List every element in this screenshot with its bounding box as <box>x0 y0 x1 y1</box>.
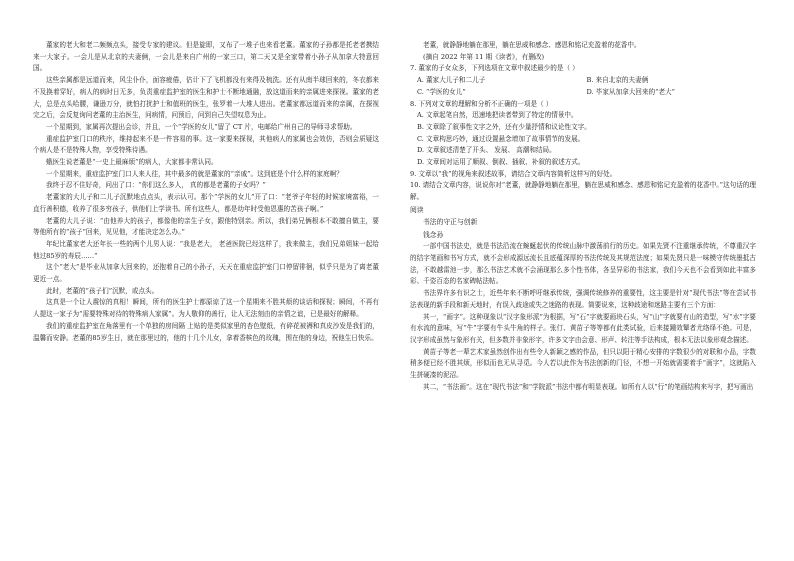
article-paragraph-5: 其二，“书法画”。这在“现代书法”和“学院派”书法中都有明显表现。如所有人以“行”的笔画结构来写字，把写画出 <box>423 382 754 391</box>
story-paragraph-4: 重症监护室门口的秩序，维持起来不是一件容易的事。这一家要来探视，其他病人的家属也会效仿，否则会质疑这个病人是不是特殊人物，享受特殊待遇。 <box>33 134 379 155</box>
story-paragraph-13: 这真是一个让人震惊的真相！瞬间，所有的医生护士都原谅了这一个星期来不胜其烦的谈话和探视；瞬间，不再有人提这一家子为“需要特殊对待的特殊病人家属”。为人敬仰的善行，让人无法刻由的亲情之谊，已是最好的解释。 <box>33 298 379 319</box>
story-paragraph-14: 我们的重症监护室在角落里有一个单独的房间隔 上贴的是类似家里的杏色壁纸，有碎花被褥和真皮沙发是我们的，温馨而安静。老董的85岁生日，就在那里过的，他的十几个儿女，拿着香槟色的玫瑰，围在他的身边，祝他生日快乐。 <box>33 321 379 342</box>
story-paragraph-6: 一个星期来，重症监护室门口人来人往，其中最多的就是董家的“亲戚”。这到底是个什么样的家庭啊？ <box>46 169 343 178</box>
story-paragraph-11: 这个“老大”是毕业从加拿大回来的，还抱着自己的小孙子，天天在重症监护室门口停留徘徊，似乎只是为了离老董更近一点。 <box>33 263 379 284</box>
section-label: 阅读 <box>410 205 424 214</box>
question-8-option-d: D. 文章间对运用了顺叙、倒叙、插叙、补叙的叙述方式。 <box>417 158 585 167</box>
question-7-options-row-2 <box>410 87 756 99</box>
story-paragraph-9: 老董的大儿子说：“由他养大的孩子，都像他的亲生子女，跟他特别亲。所以，我们弟兄俩根本不敢擅自做主，要等他所有的“孩子”回来，见见他，才能决定怎么办。” <box>33 216 379 237</box>
question-8-option-c: C. 文章构思巧妙，通过设置悬念增加了故事情节的发展。 <box>417 134 585 143</box>
question-7-option-b: B. 来自北京的夫妻俩 <box>586 76 649 85</box>
right-column <box>410 40 756 540</box>
article-paragraph-3: 其一，“画字”。这种现象以“汉字象形派”为根据，写“石”字就要画块石头，写“山”字就要有山的造型，写“水”字要有水流的意味，写“牛”字要有牛头牛角的样子。张仃、黄苗子等等都有此类试验，后来接踵效颦者尤络绎不绝。可是，汉字形成虽然与象形有关，但多数并非象形字，许多文字由会意、形声、转注等手法构成，根本无法以象形观念描述。 <box>410 312 756 344</box>
story-paragraph-10: 年纪比董家老大还年长一些的两个儿男人说：“我是老大， 老爸医院已经这样了，我来做主，我们兄弟姐妹一起给他过85岁的寿辰……” <box>33 239 379 260</box>
question-8-option-a: A. 文章起笔自然，迅速地把读者带到了特定的情景中。 <box>417 111 578 120</box>
article-author: 钱念孙 <box>423 230 444 239</box>
article-title: 书法的守正与创新 <box>423 218 478 227</box>
question-7-option-d: D. 毕家从加拿大回来的“老大” <box>586 87 676 96</box>
question-7-options-row-1 <box>410 75 756 87</box>
article-paragraph-1: 一部中国书法史，就是书法沿流在蜿蜒起伏的传统山脉中激荡前行的历史。如果先贤不注重继承传统，不尊重汉字的结字笔画和书写方式，就不会形成源远流长且底蕴深厚的书法传统及其规范法度；如果先贤只是一味模守传统墨抵古法，不敢越雷池一步，那么书法艺术就不会涌现那么多个性书体，各呈异彩的书法家，我们今天也不会看到如此丰富多彩、千姿百态的名家碑帖法帖。 <box>410 242 756 286</box>
question-9-stem: 9. 文章以“我”的视角来叙述故事，请结合文章内容简析这样写的好处。 <box>410 169 617 178</box>
story-paragraph-3: 一个星期到，家属再次提出会诊，并且，一个“学医的女儿”留了 CT 片，电邮给广州自己的导师寻求帮助。 <box>46 122 357 131</box>
story-paragraph-12: 此时，老董的“孩子们”沉默，或点头。 <box>46 286 159 295</box>
story-paragraph-2: 这些亲属都是远道而来，风尘仆仆，面容疲倦，估计下了飞机都没有来得及梳洗。还有从南半球回来的，冬衣都来不及换着穿好，病人的病时日无多，负责重症监护室的医生和护士不断地通融，放这道而来的亲属进来探视。董家的老大，总是点头哈腰，谦逊万分，就怕打扰护士和值班的医生，张罗着一大堆人进出。老董家都远道而来的亲属，在探视完之后，会反复询问老董的主治医生，问病情，问预后，问到自己失望叹息为止。 <box>33 76 379 120</box>
left-column <box>33 40 379 540</box>
question-7-option-c: C. “学医的女儿” <box>417 87 466 96</box>
question-7-stem: 7. 董家的子女众多，下列选项在文章中叙述最少的是（ ） <box>410 64 579 73</box>
question-7-option-a: A. 董家大儿子和二儿子 <box>417 76 486 85</box>
story-paragraph-5: 蛾医生说老董是“一史上最麻烦”的病人，大家都非常认同。 <box>46 158 218 167</box>
story-paragraph-1: 董家的老大和老二频频点头，接受专家的建议。但是旋即，又布了一堆子也来看老董。董家的子孙都是托老者携结来一大家子。一会儿是从北京的夫妻俩，一会儿是来自广州的一家三口，第二天又是全家带着小孙子从加拿大特意回国。 <box>33 41 379 73</box>
story-paragraph-8: 老董家的大儿子和二儿子沉默地点点头，表示认可。那个“学医的女儿”开了口：“老爷子年轻的时候家境富裕，一直行善积德，收养了很多穷孩子，供他们上学读书。所有这些人，都是幼年时受他恩惠的苦孩子啊。” <box>33 193 379 213</box>
story-paragraph-7: 我终于忍不住好奇，问出了口：“你们这么多人， 真的都是老董的子女吗？” <box>46 181 266 190</box>
article-paragraph-4: 黄苗子等老一辈艺术家虽然创作出有些令人新颖之感的作品，但只以阳于精心安排的字数很少的对联和小品，字数稍多便已经不胜其烦，形似而也无从寻觅。今人若以此作为书法创新的门径，不想一开始就需要着手“画字”，这就陷入生拼硬凑的泥沼。 <box>410 347 756 380</box>
article-paragraph-2: 书法界许多有识之士，近些年来不断呼吁继承传统，强调传统修养的重要性，这主要是针对“现代书法”等在尝试书法表现的新手段和新天地时，有误入歧途或失之迷路的表现。简要说来，这种歧途和迷路主要有三个方面： <box>410 289 756 309</box>
question-10-stem: 10. 请结合文章内容，说说你对“老董，就静静地躺在那里，躺在思威和感念、感恩和铭记充盈着的花香中。”这句话的理解。 <box>410 181 756 202</box>
story-source: (摘自 2022 年第 11 期《读者》，有删改) <box>423 52 545 61</box>
question-8-option-d-alt: D. 文章叙述清楚了开头、 发展、 高潮和结局。 <box>417 146 556 155</box>
question-8-option-b: B. 文章除了叙事性文字之外，还有少量抒情和议论性文字。 <box>417 122 591 131</box>
story-closing-line: 老董，就静静地躺在那里，躺在思威和感念、感恩和铭记充盈着的花香中。 <box>423 41 641 49</box>
question-8-stem: 8. 下列对文章的理解和分析不正确的一项是（ ） <box>410 99 553 108</box>
